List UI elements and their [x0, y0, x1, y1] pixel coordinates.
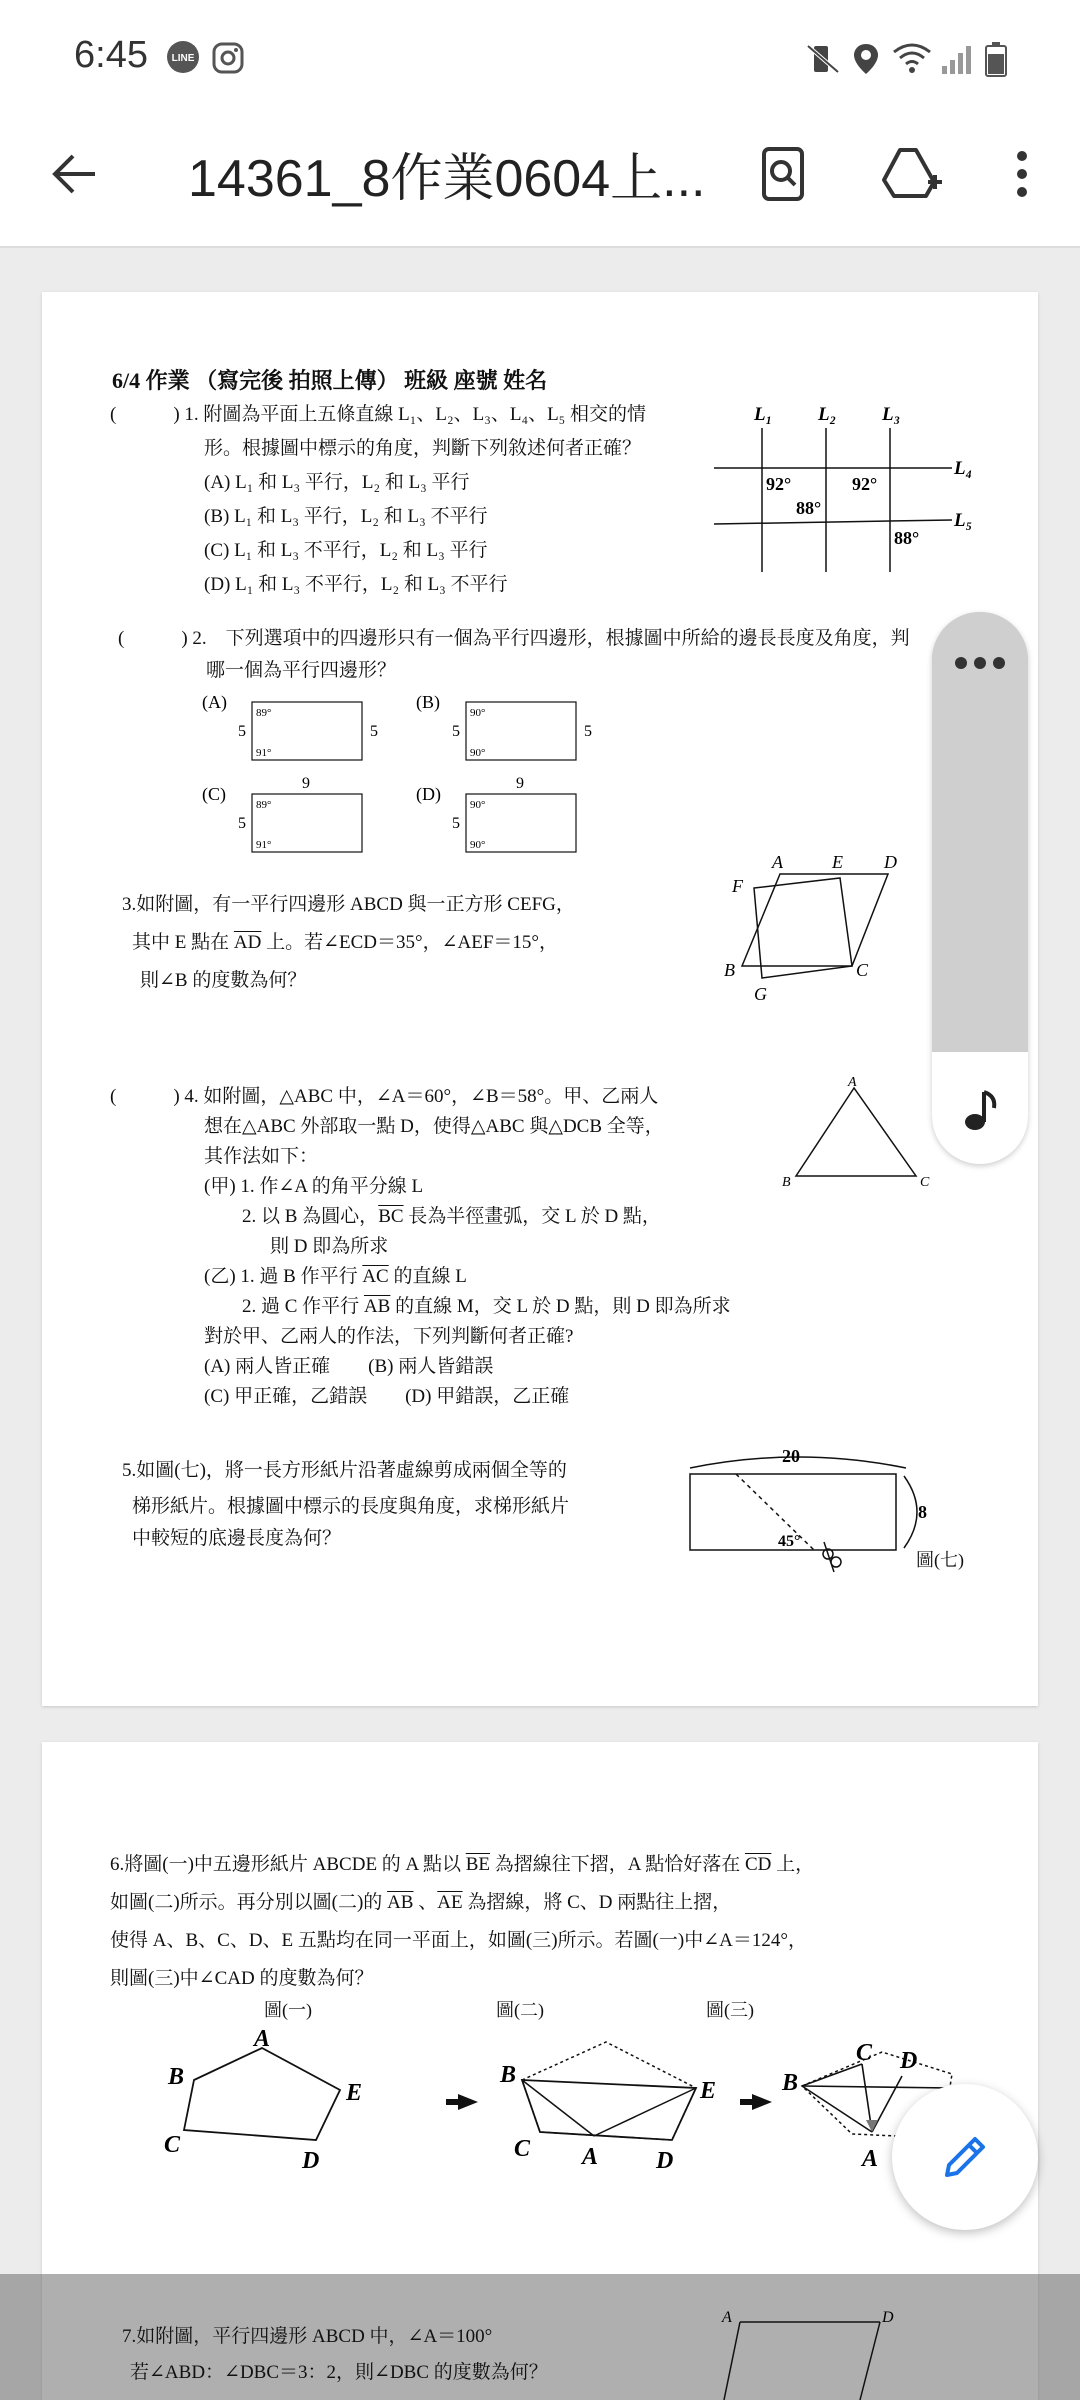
- q4-line-1: ( ) 4. 如附圖，△ABC 中，∠A＝60°，∠B＝58°。甲、乙兩人: [110, 1086, 659, 1107]
- q6-f1-label-e: E: [346, 2080, 363, 2106]
- q1-label-l2: L₂: [818, 404, 837, 425]
- q3-label-d: D: [884, 852, 897, 872]
- q4-line-5: 2. 以 B 為圓心，$\overline{BC}$ 長為半徑畫弧，交 L 於 D 點，: [242, 1206, 661, 1227]
- q4-line-8: 2. 過 C 作平行 $\overline{AB}$ 的直線 M，交 L 於 D 點，則 D 即為所求: [242, 1296, 731, 1317]
- q3-line-2: 其中 E 點在 $\overline{AD}$ 上。若∠ECD＝35°，∠AEF＝15°，: [132, 932, 558, 953]
- document-search-icon: [759, 146, 809, 202]
- pencil-icon: [937, 2129, 993, 2185]
- floating-side-panel[interactable]: [932, 612, 1028, 1164]
- q4-option-cd: (C) 甲正確，乙錯誤 (D) 甲錯誤，乙正確: [204, 1386, 570, 1407]
- q2-b-angle-top: 90°: [470, 707, 486, 719]
- q6-caption-2: 圖(二): [496, 2000, 544, 2020]
- q3-figure: [702, 852, 942, 1012]
- q3-label-c: C: [856, 960, 869, 980]
- q5-width-20: 20: [782, 1446, 800, 1466]
- q1-line-2: 形。根據圖中標示的角度，判斷下列敘述何者正確？: [204, 438, 642, 459]
- svg-text:LINE: LINE: [171, 53, 195, 64]
- q7-line-2: 若∠ABD：∠DBC＝3：2，則∠DBC 的度數為何？: [130, 2362, 548, 2383]
- q7-label-a: A: [722, 2309, 732, 2326]
- q3-line-1: 3.如附圖，有一平行四邊形 ABCD 與一正方形 CEFG，: [122, 894, 575, 915]
- q7-figure: [720, 2308, 900, 2400]
- q6-line-3: 使得 A、B、C、D、E 五點均在同一平面上，如圖(三)所示。若圖(一)中∠A＝124°，: [110, 1930, 807, 1951]
- battery-icon: [984, 42, 1008, 83]
- location-icon: [852, 42, 880, 81]
- side-panel-music-button[interactable]: [932, 1052, 1028, 1164]
- bottom-overlay: [0, 2274, 1080, 2400]
- q1-option-b: (B) L₁ 和 L₃ 平行，L₂ 和 L₃ 不平行: [204, 506, 488, 527]
- q2-c-angle-89: 89°: [256, 799, 272, 811]
- q2-option-b-label: (B): [416, 692, 440, 712]
- q4-line-4: (甲) 1. 作∠A 的角平分線 L: [204, 1176, 424, 1197]
- add-to-drive-button[interactable]: [872, 134, 952, 214]
- q6-f2-label-c: C: [514, 2136, 531, 2162]
- signal-icon: [940, 42, 974, 81]
- q6-line-1: 6.將圖(一)中五邊形紙片 ABCDE 的 A 點以 $\overline{BE}$ 為摺線往下摺，A 點恰好落在 $\overline{CD}$ 上，: [110, 1854, 815, 1875]
- q2-b-angle-bottom: 90°: [470, 747, 486, 759]
- q3-label-a: A: [772, 852, 783, 872]
- q1-angle-88-right: 88°: [894, 528, 920, 548]
- q3-label-g: G: [754, 984, 767, 1004]
- scissors-icon: [823, 1542, 841, 1572]
- q3-label-e: E: [832, 852, 843, 872]
- q6-f3-label-b: B: [782, 2070, 799, 2096]
- q5-figure-caption: 圖(七): [916, 1550, 964, 1570]
- q2-option-d-label: (D): [416, 784, 441, 804]
- q5-angle-45: 45°: [778, 1533, 801, 1550]
- edit-button[interactable]: [892, 2084, 1038, 2230]
- more-horiz-icon[interactable]: [954, 656, 1006, 670]
- q6-line-2: 如圖(二)所示。再分別以圖(二)的 $\overline{AB}$ 、$\overline{AE}$ 為摺線，將 C、D 兩點往上摺，: [110, 1892, 732, 1913]
- q5-line-1: 5.如圖(七)，將一長方形紙片沿著虛線剪成兩個全等的: [122, 1460, 567, 1481]
- q1-label-l3: L₃: [882, 404, 901, 425]
- more-vert-icon: [1014, 149, 1030, 199]
- q4-figure: [772, 1076, 942, 1196]
- q1-label-l5: L₅: [954, 510, 973, 531]
- q1-option-c: (C) L₁ 和 L₃ 不平行，L₂ 和 L₃ 平行: [204, 540, 488, 561]
- q3-line-3: 則∠B 的度數為何？: [140, 970, 307, 991]
- q4-line-6: 則 D 即為所求: [270, 1236, 389, 1257]
- q2-option-c-label: (C): [202, 784, 226, 804]
- q6-f3-label-c: C: [856, 2040, 873, 2066]
- q2-d-angle-top: 90°: [470, 799, 486, 811]
- worksheet-header: 6/4 作業 （寫完後 拍照上傳） 班級 座號 姓名: [112, 368, 548, 393]
- document-title: 14361_8作業0604上...: [188, 150, 706, 208]
- q1-angle-92-right: 92°: [852, 474, 878, 494]
- q7-line-1: 7.如附圖，平行四邊形 ABCD 中，∠A＝100°: [122, 2326, 493, 2347]
- q3-label-b: B: [724, 960, 735, 980]
- q1-option-a: (A) L₁ 和 L₃ 平行，L₂ 和 L₃ 平行: [204, 472, 470, 493]
- q2-a-angle-89: 89°: [256, 707, 272, 719]
- line-icon: [166, 40, 200, 79]
- q2-d-top-9: 9: [516, 775, 524, 792]
- q7-label-d: D: [882, 2309, 894, 2326]
- arrow-left-icon: [49, 149, 99, 199]
- q2-c-top-9: 9: [302, 775, 310, 792]
- q6-f1-label-b: B: [168, 2064, 185, 2090]
- q6-f1-label-d: D: [302, 2148, 320, 2174]
- document-page-1[interactable]: [42, 292, 1038, 1706]
- music-note-icon: [960, 1088, 1000, 1132]
- q6-f3-label-d: D: [900, 2048, 918, 2074]
- q2-line-1: ( ) 2. 下列選項中的四邊形只有一個為平行四邊形，根據圖中所給的邊長長度及角度，判: [118, 628, 910, 649]
- q6-f2-label-b: B: [500, 2062, 517, 2088]
- q6-caption-3: 圖(三): [706, 2000, 754, 2020]
- q5-line-3: 中較短的底邊長度為何？: [132, 1528, 342, 1549]
- q6-figures: [162, 2028, 962, 2188]
- q3-label-f: F: [732, 876, 743, 896]
- q4-label-b: B: [782, 1175, 791, 1190]
- q4-label-c: C: [920, 1175, 930, 1190]
- q2-d-angle-bottom: 90°: [470, 839, 486, 851]
- q4-option-ab: (A) 兩人皆正確 (B) 兩人皆錯誤: [204, 1356, 494, 1377]
- q4-line-3: 其作法如下：: [204, 1146, 319, 1167]
- wifi-icon: [892, 42, 932, 81]
- q2-b-left-5: 5: [452, 723, 460, 740]
- q6-f2-label-a: A: [582, 2144, 599, 2170]
- q1-figure: [714, 402, 974, 572]
- q5-height-8: 8: [918, 1502, 927, 1522]
- status-time: 6:45: [74, 34, 148, 76]
- more-options-button[interactable]: [982, 134, 1062, 214]
- drive-add-icon: [880, 146, 944, 202]
- find-in-document-button[interactable]: [744, 134, 824, 214]
- q5-line-2: 梯形紙片。根據圖中標示的長度與角度，求梯形紙片: [132, 1496, 570, 1517]
- q2-a-left-5: 5: [238, 723, 246, 740]
- q1-angle-88-left: 88°: [796, 498, 822, 518]
- q2-line-2: 哪一個為平行四邊形？: [206, 660, 397, 681]
- q2-b-right-5: 5: [584, 723, 592, 740]
- q1-option-d: (D) L₁ 和 L₃ 不平行，L₂ 和 L₃ 不平行: [204, 574, 508, 595]
- q2-c-left-5: 5: [238, 815, 246, 832]
- app-bar: [0, 100, 1080, 248]
- q6-f3-label-a: A: [862, 2146, 879, 2172]
- q6-caption-1: 圖(一): [264, 2000, 312, 2020]
- q2-a-right-5: 5: [370, 723, 378, 740]
- q4-line-7: (乙) 1. 過 B 作平行 $\overline{AC}$ 的直線 L: [204, 1266, 467, 1287]
- q6-f2-label-e: E: [700, 2078, 717, 2104]
- q5-figure: [638, 1442, 958, 1582]
- q4-line-9: 對於甲、乙兩人的作法，下列判斷何者正確?: [204, 1326, 574, 1347]
- q2-c-angle-91: 91°: [256, 839, 272, 851]
- q1-label-l4: L₄: [954, 458, 973, 479]
- q6-f1-label-c: C: [164, 2132, 181, 2158]
- mute-icon: [806, 42, 840, 81]
- q2-option-a-label: (A): [202, 692, 227, 712]
- q2-a-angle-91: 91°: [256, 747, 272, 759]
- arrow-right-icon: [446, 2094, 478, 2110]
- side-panel-menu-area[interactable]: [932, 612, 1028, 1052]
- arrow-right-icon-2: [740, 2094, 772, 2110]
- q1-line-1: ( ) 1. 附圖為平面上五條直線 L₁、L₂、L₃、L₄、L₅ 相交的情: [110, 404, 647, 425]
- instagram-icon: [212, 42, 244, 79]
- q6-f1-label-a: A: [254, 2028, 271, 2052]
- q4-label-a: A: [848, 1076, 857, 1090]
- q6-line-4: 則圖(三)中∠CAD 的度數為何？: [110, 1968, 374, 1989]
- q2-d-left-5: 5: [452, 815, 460, 832]
- back-button[interactable]: [34, 134, 114, 214]
- q4-line-2: 想在△ABC 外部取一點 D，使得△ABC 與△DCB 全等，: [204, 1116, 664, 1137]
- q1-angle-92-left: 92°: [766, 474, 792, 494]
- q2-figures: [202, 690, 642, 860]
- q6-f2-label-d: D: [656, 2148, 674, 2174]
- q1-label-l1: L₁: [754, 404, 773, 425]
